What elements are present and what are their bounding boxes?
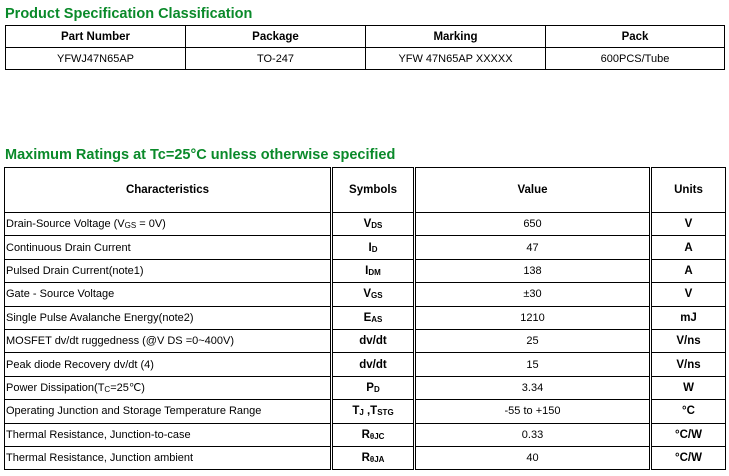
symbol-cell bbox=[332, 213, 415, 236]
characteristic-subscript: GS bbox=[124, 221, 137, 231]
characteristic-text: Single Pulse Avalanche Energy(note2) bbox=[6, 311, 194, 324]
symbol-subscript: J bbox=[359, 408, 364, 418]
table-row bbox=[5, 446, 726, 469]
symbol-subscript: AS bbox=[371, 314, 383, 324]
characteristic-cell bbox=[5, 446, 332, 469]
column-header: Characteristics bbox=[5, 168, 332, 213]
symbol-cell bbox=[332, 423, 415, 446]
characteristic-cell bbox=[5, 236, 332, 259]
characteristic-text: MOSFET dv/dt ruggedness (@V DS =0~400V) bbox=[6, 335, 235, 348]
ratings-table bbox=[4, 167, 726, 470]
characteristic-text: Peak diode Recovery dv/dt (4) bbox=[6, 358, 154, 371]
table-row bbox=[5, 306, 726, 329]
symbol-text: R bbox=[361, 452, 370, 465]
unit-cell: A bbox=[651, 236, 726, 259]
characteristic-cell bbox=[5, 353, 332, 376]
symbol-cell bbox=[332, 329, 415, 352]
symbol-text: E bbox=[363, 311, 372, 324]
section-title-ratings: Maximum Ratings at Tc=25°C unless otherwise specified bbox=[5, 147, 396, 163]
characteristic-text: Drain-Source Voltage (V bbox=[6, 218, 125, 231]
characteristic-cell bbox=[5, 306, 332, 329]
column-header: Marking bbox=[366, 26, 546, 48]
characteristic-tail: =25℃) bbox=[110, 382, 145, 395]
characteristic-text: Thermal Resistance, Junction ambient bbox=[6, 452, 194, 465]
unit-cell: A bbox=[651, 259, 726, 282]
column-header: Part Number bbox=[6, 26, 186, 48]
characteristic-text: Operating Junction and Storage Temperature Range bbox=[6, 405, 262, 418]
table-row bbox=[5, 283, 726, 306]
classification-table bbox=[5, 25, 725, 70]
value-cell: -55 to +150 bbox=[415, 400, 651, 423]
symbol-cell bbox=[332, 236, 415, 259]
value-cell: 25 bbox=[415, 329, 651, 352]
table-row bbox=[5, 329, 726, 352]
symbol-subscript: DS bbox=[371, 221, 383, 231]
characteristic-tail: = 0V) bbox=[136, 218, 166, 231]
unit-cell: mJ bbox=[651, 306, 726, 329]
section-title-classification: Product Specification Classification bbox=[5, 6, 253, 22]
symbol-subscript: θJA bbox=[369, 455, 385, 465]
symbol-text: R bbox=[361, 428, 370, 441]
unit-cell: °C bbox=[651, 400, 726, 423]
table-row bbox=[5, 213, 726, 236]
unit-cell: W bbox=[651, 376, 726, 399]
symbol-text: I bbox=[365, 264, 369, 277]
symbol-text: I bbox=[368, 241, 372, 254]
symbol-text: V bbox=[363, 218, 372, 231]
value-cell: 15 bbox=[415, 353, 651, 376]
unit-cell: V/ns bbox=[651, 353, 726, 376]
symbol-text: P bbox=[366, 381, 374, 394]
symbol-text: T bbox=[352, 405, 360, 418]
characteristic-cell bbox=[5, 423, 332, 446]
characteristic-text: Power Dissipation(T bbox=[6, 382, 105, 395]
value-cell: 650 bbox=[415, 213, 651, 236]
value-cell: 0.33 bbox=[415, 423, 651, 446]
symbol-subscript: GS bbox=[371, 291, 383, 301]
symbol-subscript: DM bbox=[368, 267, 381, 277]
characteristic-cell bbox=[5, 283, 332, 306]
value-cell: 1210 bbox=[415, 306, 651, 329]
table-header-row bbox=[6, 26, 725, 48]
symbol-subscript: D bbox=[371, 244, 378, 254]
symbol-subscript: θJC bbox=[369, 431, 385, 441]
marking-cell: YFW 47N65AP XXXXX bbox=[366, 48, 546, 70]
unit-cell: V/ns bbox=[651, 329, 726, 352]
package-cell: TO-247 bbox=[186, 48, 366, 70]
characteristic-text: Gate - Source Voltage bbox=[6, 288, 115, 301]
column-header: Symbols bbox=[332, 168, 415, 213]
symbol-cell bbox=[332, 353, 415, 376]
unit-cell: °C/W bbox=[651, 446, 726, 469]
column-header: Value bbox=[415, 168, 651, 213]
table-row bbox=[5, 423, 726, 446]
symbol-cell bbox=[332, 446, 415, 469]
column-header: Package bbox=[186, 26, 366, 48]
symbol-subscript: D bbox=[373, 384, 380, 394]
symbol-text: V bbox=[363, 288, 372, 301]
characteristic-cell bbox=[5, 329, 332, 352]
symbol-cell bbox=[332, 283, 415, 306]
table-header-row bbox=[5, 168, 726, 213]
unit-cell: V bbox=[651, 213, 726, 236]
characteristic-cell bbox=[5, 259, 332, 282]
table-row bbox=[6, 48, 725, 70]
value-cell: ±30 bbox=[415, 283, 651, 306]
pack-cell: 600PCS/Tube bbox=[546, 48, 725, 70]
value-cell: 47 bbox=[415, 236, 651, 259]
unit-cell: °C/W bbox=[651, 423, 726, 446]
table-row bbox=[5, 236, 726, 259]
characteristic-text: Thermal Resistance, Junction-to-case bbox=[6, 428, 191, 441]
characteristic-subscript: C bbox=[104, 385, 111, 395]
symbol-cell bbox=[332, 400, 415, 423]
unit-cell: V bbox=[651, 283, 726, 306]
value-cell: 138 bbox=[415, 259, 651, 282]
symbol-tail: ,T bbox=[363, 405, 378, 418]
characteristic-text: Pulsed Drain Current(note1) bbox=[6, 264, 144, 277]
characteristic-text: Continuous Drain Current bbox=[6, 241, 131, 254]
value-cell: 40 bbox=[415, 446, 651, 469]
symbol-cell bbox=[332, 259, 415, 282]
column-header: Units bbox=[651, 168, 726, 213]
characteristic-cell bbox=[5, 376, 332, 399]
table-row bbox=[5, 400, 726, 423]
symbol-cell bbox=[332, 376, 415, 399]
characteristic-cell bbox=[5, 400, 332, 423]
column-header: Pack bbox=[546, 26, 725, 48]
characteristic-cell bbox=[5, 213, 332, 236]
symbol-cell bbox=[332, 306, 415, 329]
table-row bbox=[5, 376, 726, 399]
symbol-text: dv/dt bbox=[359, 358, 387, 371]
symbol-text: dv/dt bbox=[359, 335, 387, 348]
part-number-cell: YFWJ47N65AP bbox=[6, 48, 186, 70]
table-row bbox=[5, 259, 726, 282]
value-cell: 3.34 bbox=[415, 376, 651, 399]
table-row bbox=[5, 353, 726, 376]
symbol-subscript-2: STG bbox=[377, 408, 394, 418]
